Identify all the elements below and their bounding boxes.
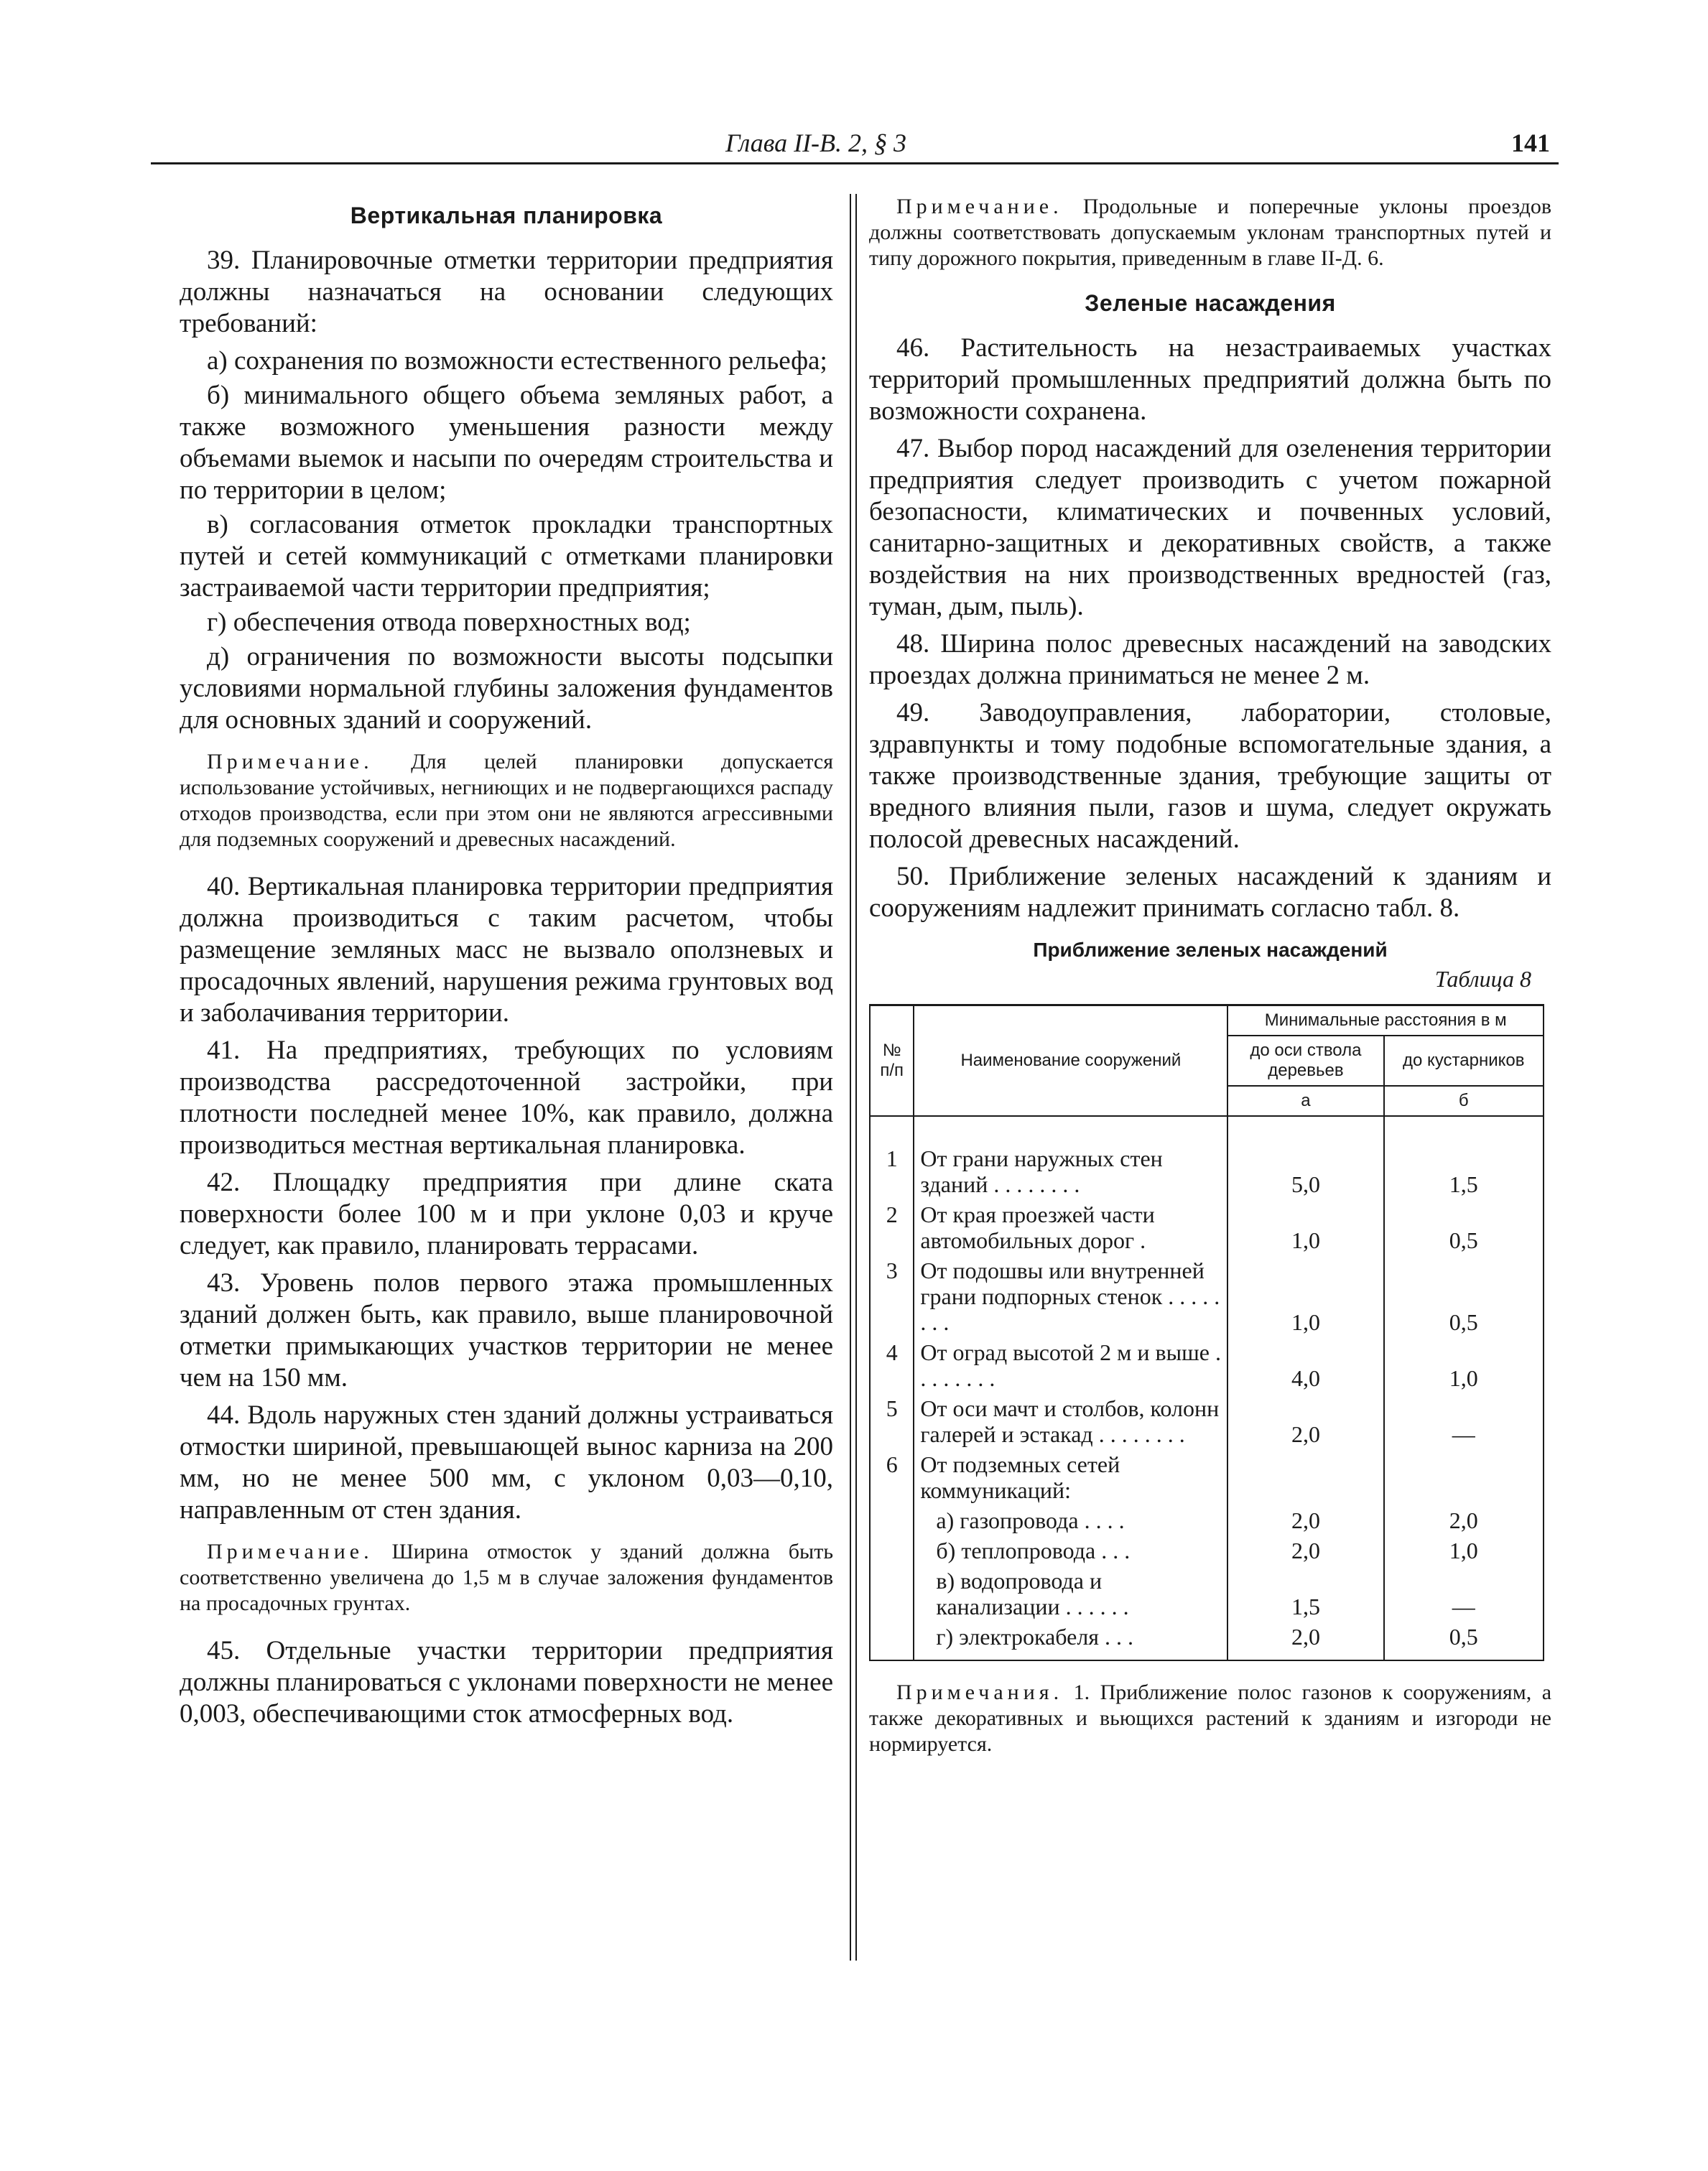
page-number: 141 (1511, 129, 1550, 157)
right-column (869, 194, 1551, 1757)
paragraph-39: 39. Планировочные отметки территории предприятия должны назначаться на основании следующих требований: (180, 246, 833, 338)
note-1 (180, 749, 833, 852)
header-structure-name: Наименование сооружений (914, 1005, 1227, 1117)
paragraph-48: 48. Ширина полос древесных насаждений на заводских проездах должна приниматься не менее 2 м. (869, 629, 1551, 690)
row-name: От края проезжей части автомобильных дорог . (914, 1199, 1227, 1255)
table-row (870, 1535, 1544, 1566)
row-value-a (1227, 1449, 1383, 1505)
table-row (870, 1255, 1544, 1337)
paragraph-50: 50. Приближение зеленых насаждений к зданиям и сооружениям надлежит принимать согласно табл. 8. (869, 862, 1551, 923)
row-value-a: 5,0 (1227, 1116, 1383, 1199)
note-3-text: Продольные и поперечные уклоны проездов должны соответствовать допускаемым уклонам транспортных путей и типу дорожного покрытия, приведенным в главе II-Д. 6. (869, 195, 1552, 270)
header-to-tree-trunk: до оси ствола деревьев (1227, 1036, 1383, 1086)
row-name: От оси мачт и столбов, колонн галерей и эстакад . . . . . . . . (914, 1393, 1227, 1449)
row-value-a: 2,0 (1227, 1505, 1383, 1535)
row-value-b: — (1384, 1566, 1544, 1622)
row-name: г) электрокабеля . . . (914, 1622, 1227, 1660)
row-name: б) теплопровода . . . (914, 1535, 1227, 1566)
table-row (870, 1449, 1544, 1505)
row-value-a: 2,0 (1227, 1393, 1383, 1449)
row-name: а) газопровода . . . . (914, 1505, 1227, 1535)
row-value-b: 0,5 (1384, 1199, 1544, 1255)
table-row (870, 1566, 1544, 1622)
table-row (870, 1622, 1544, 1660)
row-number: 2 (870, 1199, 914, 1255)
row-number: 5 (870, 1393, 914, 1449)
table-notes (869, 1680, 1551, 1757)
header-col-a: а (1227, 1086, 1383, 1116)
row-value-a: 2,0 (1227, 1535, 1383, 1566)
row-value-b: 2,0 (1384, 1505, 1544, 1535)
paragraph-44: 44. Вдоль наружных стен зданий должны устраиваться отмостки шириной, превышающей вынос карниза на 200 мм, но не менее 500 мм, с уклоном 0,03—0,10, направленным от стен здания. (180, 1400, 833, 1525)
row-value-b: 0,5 (1384, 1622, 1544, 1660)
row-name: От грани наружных стен зданий . . . . . . . . (914, 1116, 1227, 1199)
paragraph-46: 46. Растительность на незастраиваемых участках территорий промышленных предприятий должна быть по возможности сохранена. (869, 333, 1551, 426)
table-row (870, 1393, 1544, 1449)
row-value-a: 1,0 (1227, 1199, 1383, 1255)
row-value-b: 1,0 (1384, 1337, 1544, 1393)
row-number (870, 1505, 914, 1535)
row-value-b: 0,5 (1384, 1255, 1544, 1337)
paragraph-39a: а) сохранения по возможности естественного рельефа; (207, 346, 827, 376)
note-1-text: Для целей планировки допускается использование устойчивых, негниющих и не подвергающихся распаду отходов производства, если при этом они не являются агрессивными для подземных сооружений и древесных насаждений. (180, 750, 834, 851)
row-value-b (1384, 1449, 1544, 1505)
table-row (870, 1199, 1544, 1255)
row-value-b: — (1384, 1393, 1544, 1449)
paragraph-39d: г) обеспечения отвода поверхностных вод; (207, 608, 691, 637)
row-value-a: 4,0 (1227, 1337, 1383, 1393)
note-1-label: Примечание. (207, 750, 373, 773)
row-value-b: 1,0 (1384, 1535, 1544, 1566)
header-min-distances: Минимальные расстояния в м (1227, 1005, 1544, 1036)
note-2-label: Примечание. (207, 1540, 373, 1563)
note-3-label: Примечание. (896, 195, 1063, 218)
row-number (870, 1535, 914, 1566)
table-label: Таблица 8 (1434, 966, 1531, 992)
paragraph-45: 45. Отдельные участки территории предприятия должны планироваться с уклонами поверхности не менее 0,003, обеспечивающими сток атмосферных вод. (180, 1636, 833, 1729)
table-notes-text: 1. Приближение полос газонов к сооружениям, а также декоративных и вьющихся растений к зданиям и изгороди не нормируется. (869, 1680, 1552, 1756)
row-name: От оград высотой 2 м и выше . . . . . . . . (914, 1337, 1227, 1393)
running-title: Глава II-В. 2, § 3 (725, 129, 907, 157)
section-heading-vertical-planning: Вертикальная планировка (350, 203, 663, 228)
paragraph-43: 43. Уровень полов первого этажа промышленных зданий должен быть, как правило, выше планировочной отметки примыкающих участков территории не менее чем на 150 мм. (180, 1268, 833, 1393)
table-8 (869, 1004, 1544, 1661)
left-column (180, 194, 833, 1736)
note-2-text: Ширина отмосток у зданий должна быть соответственно увеличена до 1,5 м в случае заложения фундаментов на просадочных грунтах. (180, 1540, 834, 1615)
paragraph-39b: б) минимального общего объема земляных работ, а также возможного уменьшения разности между объемами выемок и насыпи по очередям строительства и по территории в целом; (180, 381, 833, 505)
paragraph-39c: в) согласования отметок прокладки транспортных путей и сетей коммуникаций с отметками планировки застраиваемой части территории предприятия; (180, 510, 833, 603)
row-number: 1 (870, 1116, 914, 1199)
column-divider (850, 194, 857, 1961)
row-name: в) водопровода и канализации . . . . . . (914, 1566, 1227, 1622)
table-title: Приближение зеленых насаждений (1033, 939, 1388, 961)
paragraph-40: 40. Вертикальная планировка территории предприятия должна производиться с таким расчетом, чтобы размещение земляных масс не вызвало оползневых и просадочных явлений, нарушения режима грунтовых вод и заболачивания территории. (180, 872, 833, 1028)
page-header (151, 128, 1559, 164)
row-number: 4 (870, 1337, 914, 1393)
note-3 (869, 194, 1551, 271)
paragraph-39e: д) ограничения по возможности высоты подсыпки условиями нормальной глубины заложения фундаментов для основных зданий и сооружений. (180, 642, 833, 735)
table-row (870, 1505, 1544, 1535)
row-number (870, 1622, 914, 1660)
row-number (870, 1566, 914, 1622)
row-name: От подземных сетей коммуникаций: (914, 1449, 1227, 1505)
header-to-shrubs: до кустарников (1384, 1036, 1544, 1086)
row-value-b: 1,5 (1384, 1116, 1544, 1199)
table-notes-label: Примечания. (896, 1680, 1064, 1704)
header-number: № п/п (870, 1005, 914, 1117)
paragraph-49: 49. Заводоуправления, лаборатории, столовые, здравпункты и тому подобные вспомогательные здания, а также производственные здания, требующие защиты от вредного влияния пыли, газов и шума, следует окружать полосой древесных насаждений. (869, 698, 1551, 854)
row-value-a: 1,5 (1227, 1566, 1383, 1622)
row-value-a: 1,0 (1227, 1255, 1383, 1337)
paragraph-42: 42. Площадку предприятия при длине ската поверхности более 100 м и при уклоне 0,03 и круче следует, как правило, планировать террасами. (180, 1168, 833, 1260)
section-heading-green-plantings: Зеленые насаждения (1085, 290, 1336, 316)
table-row (870, 1337, 1544, 1393)
header-col-b: б (1384, 1086, 1544, 1116)
table-row (870, 1116, 1544, 1199)
note-2 (180, 1539, 833, 1617)
paragraph-41: 41. На предприятиях, требующих по условиям производства рассредоточенной застройки, при плотности последней менее 10%, как правило, должна производиться местная вертикальная планировка. (180, 1036, 833, 1160)
row-name: От подошвы или внутренней грани подпорных стенок . . . . . . . . (914, 1255, 1227, 1337)
paragraph-47: 47. Выбор пород насаждений для озеленения территории предприятия следует производить с учетом пожарной безопасности, климатических и почвенных условий, санитарно-защитных и декоративных свойств, а также воздействия на них производственных вредностей (газ, туман, дым, пыль). (869, 434, 1551, 621)
row-number: 3 (870, 1255, 914, 1337)
row-value-a: 2,0 (1227, 1622, 1383, 1660)
row-number: 6 (870, 1449, 914, 1505)
